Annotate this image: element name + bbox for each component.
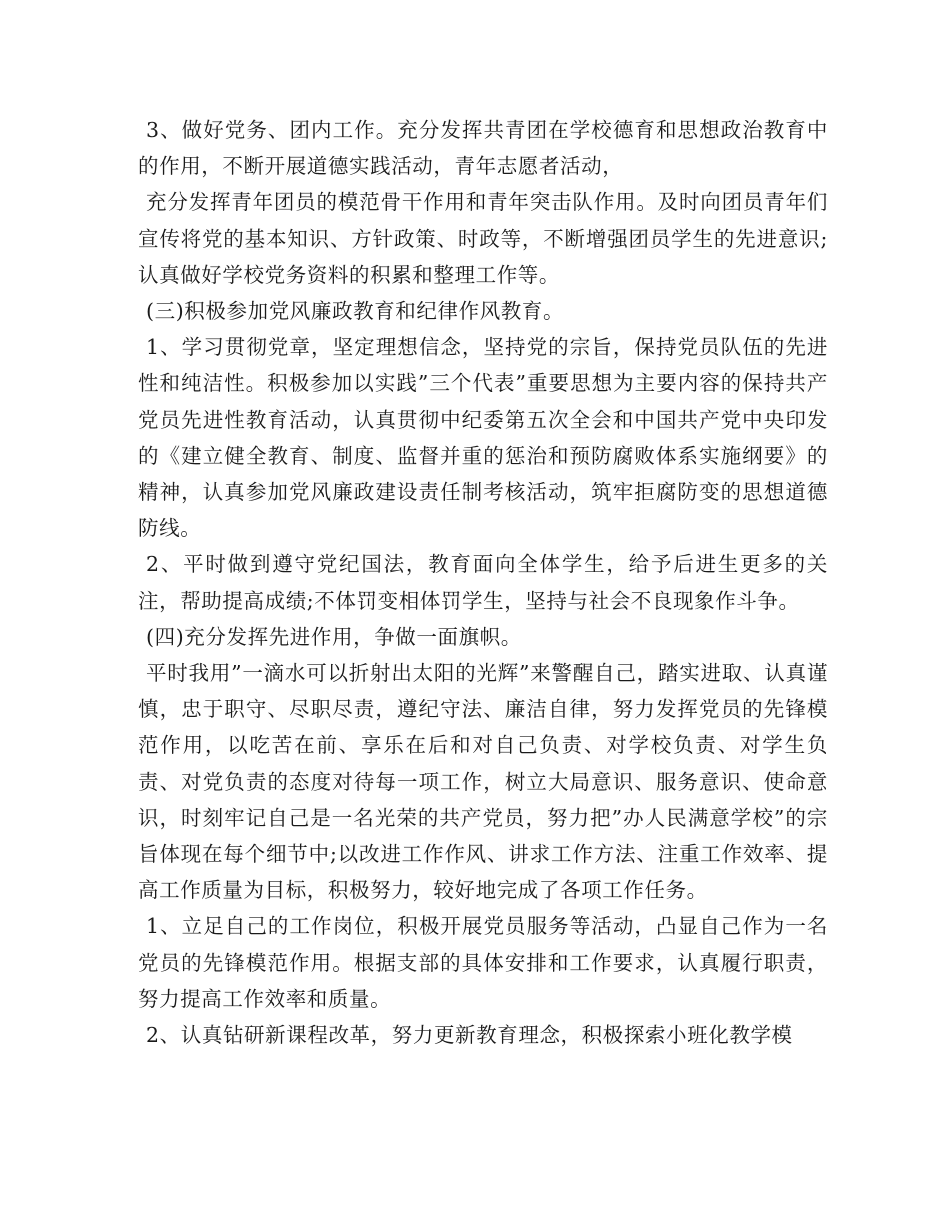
- section-heading-vanguard-role: (四)充分发挥先进作用，争做一面旗帜。: [146, 624, 522, 649]
- paragraph-discipline: 2、平时做到遵守党纪国法，教育面向全体学生，给予后进生更多的关注，帮助提高成绩;不体罚变相体罚学生，坚持与社会不良现象作斗争。: [138, 552, 828, 613]
- section-heading-integrity-education: (三)积极参加党风廉政教育和纪律作风教育。: [146, 299, 565, 324]
- paragraph-curriculum-reform: 2、认真钻研新课程改革，努力更新教育理念，积极探索小班化教学模: [146, 1023, 793, 1048]
- paragraph-self-reflection: 平时我用”一滴水可以折射出太阳的光辉”来警醒自己，踏实进取、认真谨慎，忠于职守、尽职尽责，遵纪守法、廉洁自律，努力发挥党员的先锋模范作用，以吃苦在前、享乐在后和对自己负责、对学校负责、对学生负责、对党负责的态度对待每一项工作，树立大局意识、服务意识、使命意识，时刻牢记自己是一名光荣的共产党员，努力把”办人民满意学校”的宗旨体现在每个细节中;以改进工作作风、讲求工作方法、注重工作效率、提高工作质量为目标，积极努力，较好地完成了各项工作任务。: [138, 661, 828, 903]
- paragraph-party-league-work: 3、做好党务、团内工作。充分发挥共青团在学校德育和思想政治教育中的作用，不断开展道德实践活动，青年志愿者活动，: [138, 118, 828, 179]
- paragraph-youth-members: 充分发挥青年团员的模范骨干作用和青年突击队作用。及时向团员青年们宣传将党的基本知识、方针政策、时政等，不断增强团员学生的先进意识;认真做好学校党务资料的积累和整理工作等。: [138, 190, 828, 287]
- paragraph-party-constitution: 1、学习贯彻党章，坚定理想信念，坚持党的宗旨，保持党员队伍的先进性和纯洁性。积极参加以实践”三个代表”重要思想为主要内容的保持共产党员先进性教育活动，认真贯彻中纪委第五次全会和中国共产党中央印发的《建立健全教育、制度、监督并重的惩治和预防腐败体系实施纲要》的精神，认真参加党风廉政建设责任制考核活动，筑牢拒腐防变的思想道德防线。: [138, 335, 828, 541]
- document-body: [138, 112, 828, 1053]
- paragraph-job-position: 1、立足自己的工作岗位，积极开展党员服务等活动，凸显自己作为一名党员的先锋模范作用。根据支部的具体安排和工作要求，认真履行职责，努力提高工作效率和质量。: [138, 914, 828, 1011]
